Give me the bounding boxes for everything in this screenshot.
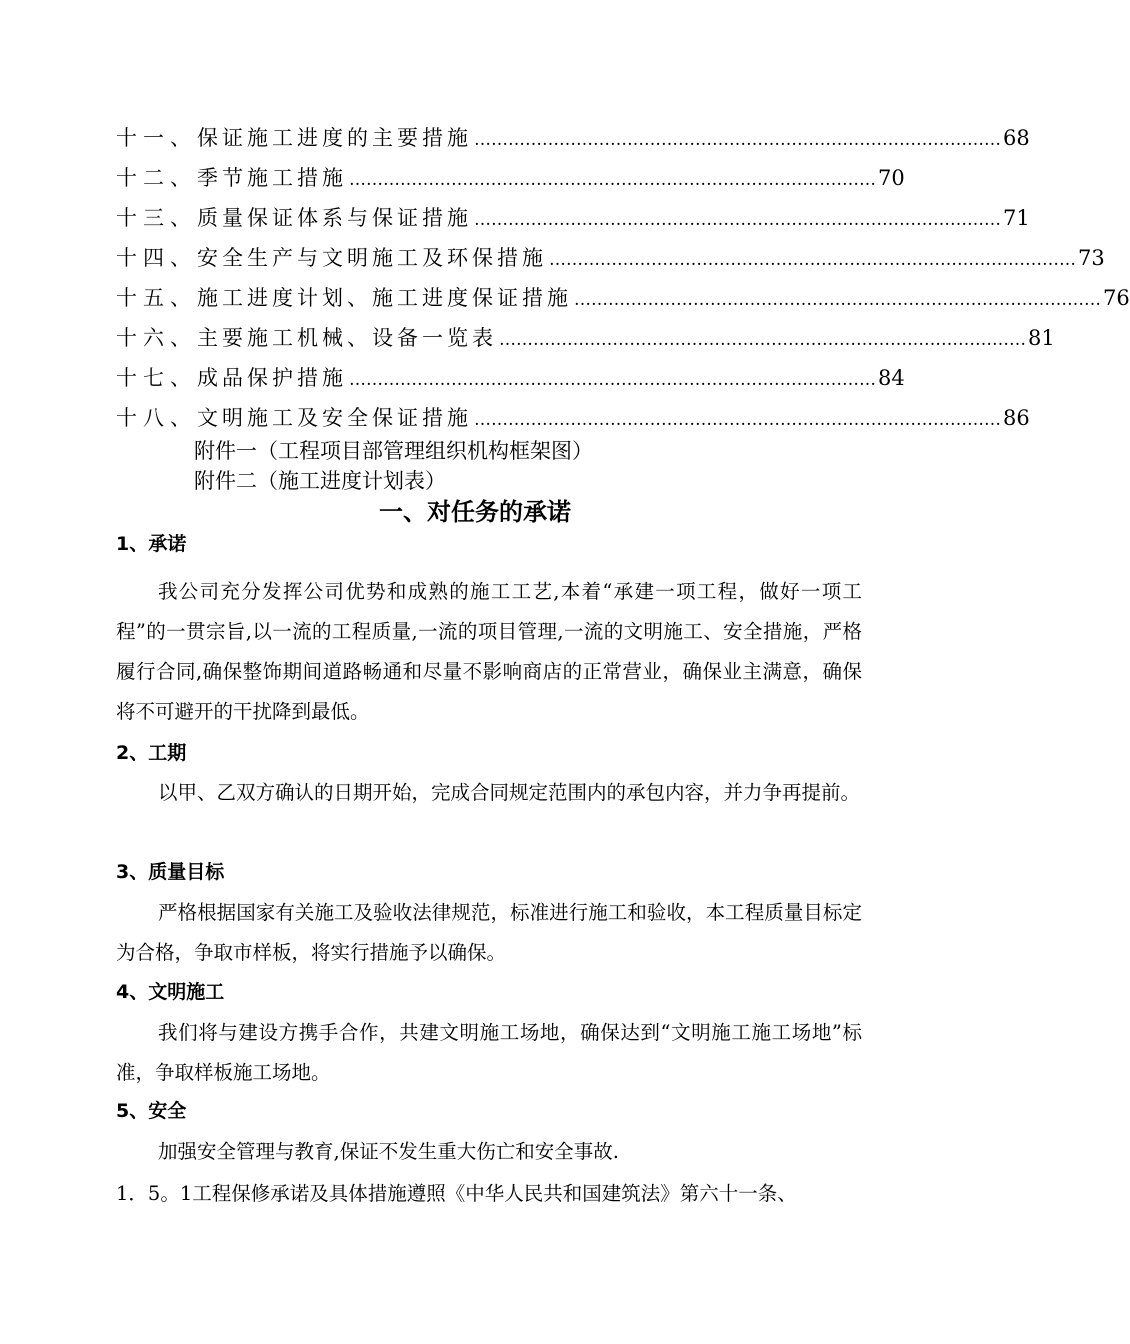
toc-leader-dots: ………………………………………………………………………………… bbox=[474, 130, 1001, 150]
toc-entry-page: 71 bbox=[1003, 206, 1030, 230]
toc-entry[interactable] bbox=[116, 398, 1030, 438]
toc-entry-page: 84 bbox=[878, 366, 905, 390]
toc-entry-title: 主要施工机械、设备一览表 bbox=[197, 326, 497, 350]
toc-entry-number: 十四、 bbox=[116, 246, 197, 270]
toc-leader-dots: ………………………………………………………………………………… bbox=[549, 250, 1076, 270]
toc-entry-page: 81 bbox=[1028, 326, 1055, 350]
toc-entry-title: 文明施工及安全保证措施 bbox=[197, 406, 472, 430]
toc-entry-title: 季节施工措施 bbox=[197, 166, 347, 190]
toc-entry[interactable] bbox=[116, 358, 905, 398]
toc-leader-dots: ………………………………………………………………………………… bbox=[349, 170, 876, 190]
heading-schedule: 2、工期 bbox=[116, 742, 187, 764]
toc-entry-number: 十三、 bbox=[116, 206, 197, 230]
toc-leader-dots: ………………………………………………………………………………… bbox=[349, 370, 876, 390]
attachment-two: 附件二（施工进度计划表） bbox=[194, 469, 446, 493]
heading-promise: 1、承诺 bbox=[116, 533, 187, 555]
toc-entry-number: 十六、 bbox=[116, 326, 197, 350]
toc-entry[interactable] bbox=[116, 238, 1105, 278]
attachment-one: 附件一（工程项目部管理组织机构框架图） bbox=[194, 439, 593, 463]
toc-entry-page: 73 bbox=[1078, 246, 1105, 270]
table-of-contents bbox=[116, 118, 1130, 438]
paragraph-quality-goal: 严格根据国家有关施工及验收法律规范，标准进行施工和验收，本工程质量目标定为合格，争取市样板，将实行措施予以确保。 bbox=[116, 901, 862, 964]
toc-entry-page: 76 bbox=[1103, 286, 1130, 310]
toc-entry-title: 质量保证体系与保证措施 bbox=[197, 206, 472, 230]
toc-entry-number: 十二、 bbox=[116, 166, 197, 190]
toc-entry[interactable] bbox=[116, 118, 1030, 158]
heading-civilized-construction: 4、文明施工 bbox=[116, 981, 225, 1003]
toc-leader-dots: ………………………………………………………………………………… bbox=[574, 290, 1101, 310]
toc-entry-page: 68 bbox=[1003, 126, 1030, 150]
toc-entry-title: 安全生产与文明施工及环保措施 bbox=[197, 246, 547, 270]
heading-quality-goal: 3、质量目标 bbox=[116, 861, 225, 883]
toc-entry-number: 十七、 bbox=[116, 366, 197, 390]
toc-entry-number: 十一、 bbox=[116, 126, 197, 150]
toc-leader-dots: ………………………………………………………………………………… bbox=[474, 410, 1001, 430]
toc-entry[interactable] bbox=[116, 198, 1030, 238]
warranty-clause-line: 1．5。1工程保修承诺及具体措施遵照《中华人民共和国建筑法》第六十一条、 bbox=[116, 1182, 797, 1205]
paragraph-schedule: 以甲、乙双方确认的日期开始，完成合同规定范围内的承包内容，并力争再提前。 bbox=[158, 781, 861, 804]
toc-entry-page: 70 bbox=[878, 166, 905, 190]
toc-leader-dots: ………………………………………………………………………………… bbox=[474, 210, 1001, 230]
toc-entry[interactable] bbox=[116, 318, 1055, 358]
toc-entry-number: 十八、 bbox=[116, 406, 197, 430]
toc-entry-title: 成品保护措施 bbox=[197, 366, 347, 390]
toc-entry-number: 十五、 bbox=[116, 286, 197, 310]
toc-entry-title: 保证施工进度的主要措施 bbox=[197, 126, 472, 150]
section-title: 一、对任务的承诺 bbox=[379, 498, 571, 526]
paragraph-civilized-construction: 我们将与建设方携手合作，共建文明施工场地，确保达到“文明施工施工场地”标准，争取样板施工场地。 bbox=[116, 1021, 862, 1084]
paragraph-promise: 我公司充分发挥公司优势和成熟的施工工艺,本着“承建一项工程，做好一项工程”的一贯宗旨,以一流的工程质量,一流的项目管理,一流的文明施工、安全措施，严格履行合同,确保整饰期间道路畅通和尽量不影响商店的正常营业，确保业主满意，确保将不可避开的干扰降到最低。 bbox=[116, 580, 862, 723]
toc-entry[interactable] bbox=[116, 278, 1130, 318]
toc-entry[interactable] bbox=[116, 158, 905, 198]
toc-entry-page: 86 bbox=[1003, 406, 1030, 430]
paragraph-safety: 加强安全管理与教育,保证不发生重大伤亡和安全事故. bbox=[158, 1140, 619, 1163]
heading-safety: 5、安全 bbox=[116, 1100, 187, 1122]
toc-entry-title: 施工进度计划、施工进度保证措施 bbox=[197, 286, 572, 310]
toc-leader-dots: ………………………………………………………………………………… bbox=[499, 330, 1026, 350]
